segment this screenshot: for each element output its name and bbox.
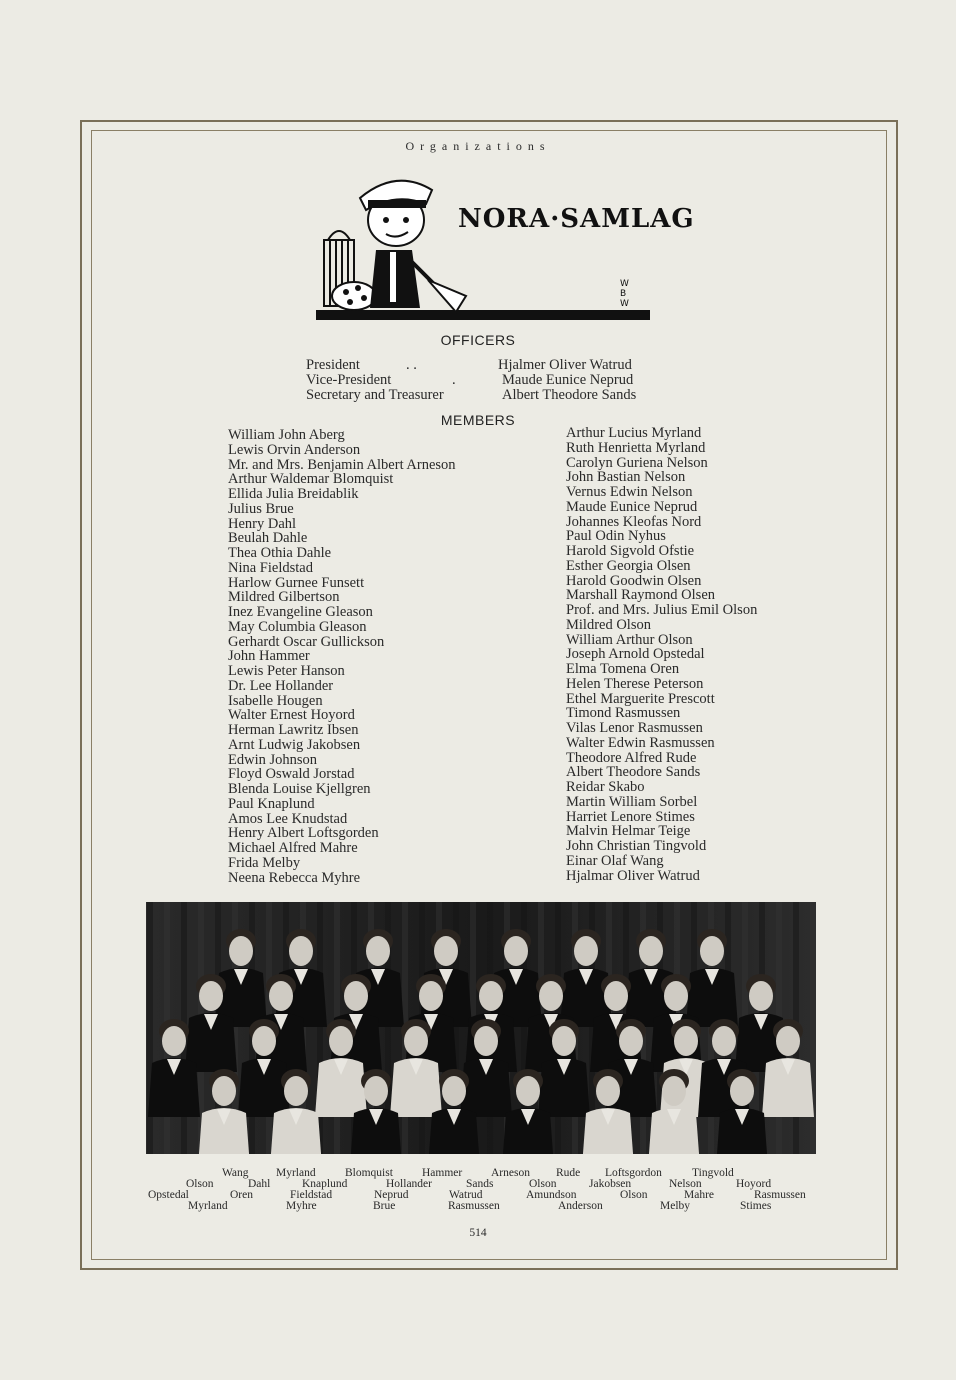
member-name: Carolyn Guriena Nelson <box>566 454 708 471</box>
caption-name: Myrland <box>188 1200 228 1212</box>
member-name: Lewis Peter Hanson <box>228 663 345 679</box>
member-name: Vilas Lenor Rasmussen <box>566 720 703 736</box>
caricature-illustration <box>316 170 650 322</box>
member-name: Arthur Lucius Myrland <box>566 425 702 441</box>
member-name: John Bastian Nelson <box>566 469 686 486</box>
member-name: Ethel Marguerite Prescott <box>566 690 715 707</box>
member-name: Vernus Edwin Nelson <box>566 484 693 500</box>
member-name: Malvin Helmar Teige <box>566 823 691 840</box>
member-name: Walter Ernest Hoyord <box>228 707 355 724</box>
member-name: Floyd Oswald Jorstad <box>228 766 355 783</box>
caption-name: Hoyord <box>736 1178 772 1190</box>
caption-name: Jakobsen <box>589 1178 632 1190</box>
member-name: Theodore Alfred Rude <box>566 749 697 766</box>
caption-name: Rasmussen <box>754 1189 806 1201</box>
member-name: Frida Melby <box>228 854 301 871</box>
officer-name: Maude Eunice Neprud <box>502 372 634 388</box>
caption-name: Olson <box>529 1178 557 1190</box>
member-name: Isabelle Hougen <box>228 692 323 709</box>
members-heading: MEMBERS <box>440 412 516 428</box>
caption-name: Arneson <box>491 1167 530 1179</box>
caption-name: Hollander <box>386 1178 432 1190</box>
officers-list <box>306 358 726 403</box>
member-name: Arnt Ludwig Jakobsen <box>228 736 361 753</box>
member-name: Albert Theodore Sands <box>566 764 701 781</box>
member-name: Harlow Gurnee Funsett <box>228 574 365 591</box>
member-name: Timond Rasmussen <box>566 705 681 722</box>
caption-name: Rude <box>556 1167 581 1179</box>
member-name: Einar Olaf Wang <box>566 852 664 869</box>
member-name: Amos Lee Knudstad <box>228 810 348 827</box>
member-name: Reidar Skabo <box>566 779 645 795</box>
caption-name: Opstedal <box>148 1189 189 1201</box>
caption-name: Oren <box>230 1189 253 1201</box>
club-banner-illustration <box>316 170 695 322</box>
caption-name: Stimes <box>740 1200 772 1212</box>
photo-caption <box>0 1168 956 1212</box>
member-name: William Arthur Olson <box>566 631 693 648</box>
svg-text:W: W <box>620 279 629 289</box>
member-name: Helen Therese Peterson <box>566 675 704 692</box>
member-name: Ruth Henrietta Myrland <box>566 439 706 456</box>
officer-name: Hjalmer Oliver Watrud <box>498 357 632 373</box>
caption-name: Brue <box>373 1200 396 1212</box>
caption-name: Loftsgordon <box>605 1167 662 1179</box>
caption-name: Myrland <box>276 1167 316 1179</box>
caption-name: Blomquist <box>345 1167 393 1179</box>
officer-row <box>306 388 726 403</box>
member-name: Henry Dahl <box>228 515 297 532</box>
members-column-left <box>228 428 456 885</box>
member-name: Thea Othia Dahle <box>228 545 332 561</box>
caption-name: Olson <box>620 1189 648 1201</box>
member-name: Mildred Olson <box>566 616 651 633</box>
caption-name: Knaplund <box>302 1178 348 1190</box>
member-name: Lewis Orvin Anderson <box>228 441 361 458</box>
group-photograph <box>146 902 816 1154</box>
caption-name: Watrud <box>449 1189 483 1201</box>
member-name: Dr. Lee Hollander <box>228 677 334 694</box>
member-name: Harriet Lenore Stimes <box>566 808 695 825</box>
caption-name: Myhre <box>286 1200 317 1212</box>
svg-text:B: B <box>620 289 627 299</box>
caption-name: Nelson <box>669 1178 702 1190</box>
member-name: Maude Eunice Neprud <box>566 498 698 515</box>
member-name: Nina Fieldstad <box>228 559 313 576</box>
member-name: John Hammer <box>228 648 310 665</box>
member-name: Blenda Louise Kjellgren <box>228 781 371 797</box>
member-name: Gerhardt Oscar Gullickson <box>228 633 385 650</box>
member-name: Harold Sigvold Ofstie <box>566 543 695 559</box>
member-name: Esther Georgia Olsen <box>566 557 691 574</box>
officer-leader-dots: . . <box>406 357 417 373</box>
member-name: Julius Brue <box>228 500 294 517</box>
member-name: Beulah Dahle <box>228 530 308 547</box>
caption-name: Melby <box>660 1200 691 1212</box>
member-name: William John Aberg <box>228 427 345 443</box>
officer-row <box>306 358 726 373</box>
running-head: Organizations <box>405 139 551 153</box>
member-name: Henry Albert Loftsgorden <box>228 825 379 842</box>
member-name: May Columbia Gleason <box>228 618 367 635</box>
member-name: Mr. and Mrs. Benjamin Albert Arneson <box>228 456 456 473</box>
members-column-right <box>566 426 757 883</box>
officer-role: Secretary and Treasurer <box>306 387 444 403</box>
member-name: Arthur Waldemar Blomquist <box>228 471 394 488</box>
caption-name: Fieldstad <box>290 1189 333 1201</box>
member-name: Elma Tomena Oren <box>566 661 680 677</box>
officer-name: Albert Theodore Sands <box>502 387 637 403</box>
member-name: Paul Odin Nyhus <box>566 528 666 545</box>
caption-name: Olson <box>186 1178 214 1190</box>
caption-name: Rasmussen <box>448 1200 500 1212</box>
officer-role: President <box>306 357 360 373</box>
officer-row <box>306 373 726 388</box>
member-name: Paul Knaplund <box>228 795 315 812</box>
caption-name: Tingvold <box>692 1167 734 1179</box>
member-name: Inez Evangeline Gleason <box>228 604 373 620</box>
svg-text:W: W <box>620 299 629 309</box>
member-name: Michael Alfred Mahre <box>228 840 358 856</box>
member-name: Prof. and Mrs. Julius Emil Olson <box>566 602 758 618</box>
member-name: Neena Rebecca Myhre <box>228 869 361 886</box>
member-name: Hjalmar Oliver Watrud <box>566 867 700 884</box>
member-name: Harold Goodwin Olsen <box>566 572 702 589</box>
caption-name: Neprud <box>374 1189 409 1201</box>
member-name: Mildred Gilbertson <box>228 589 340 606</box>
page-number: 514 <box>469 1227 487 1239</box>
group-photo-image <box>146 902 816 1154</box>
member-name: Ellida Julia Breidablik <box>228 486 359 502</box>
member-name: Martin William Sorbel <box>566 793 698 810</box>
member-name: Herman Lawritz Ibsen <box>228 722 359 738</box>
caption-name: Dahl <box>248 1178 271 1190</box>
member-name: Edwin Johnson <box>228 751 318 768</box>
caption-name: Wang <box>222 1167 249 1179</box>
member-name: Johannes Kleofas Nord <box>566 513 702 530</box>
member-name: Marshall Raymond Olsen <box>566 587 716 604</box>
caption-name: Amundson <box>526 1189 577 1201</box>
member-name: Walter Edwin Rasmussen <box>566 734 715 751</box>
caption-name: Hammer <box>422 1167 463 1179</box>
officer-role: Vice-President <box>306 372 392 388</box>
caption-row <box>0 1201 956 1212</box>
caption-name: Anderson <box>558 1200 603 1212</box>
caption-name: Sands <box>466 1178 494 1190</box>
club-title-logo: NORA·SAMLAG <box>458 204 695 234</box>
officers-heading: OFFICERS <box>440 332 516 348</box>
caption-name: Mahre <box>684 1189 715 1201</box>
member-name: John Christian Tingvold <box>566 838 707 854</box>
officer-leader-dots: . <box>452 372 456 388</box>
member-name: Joseph Arnold Opstedal <box>566 646 705 663</box>
